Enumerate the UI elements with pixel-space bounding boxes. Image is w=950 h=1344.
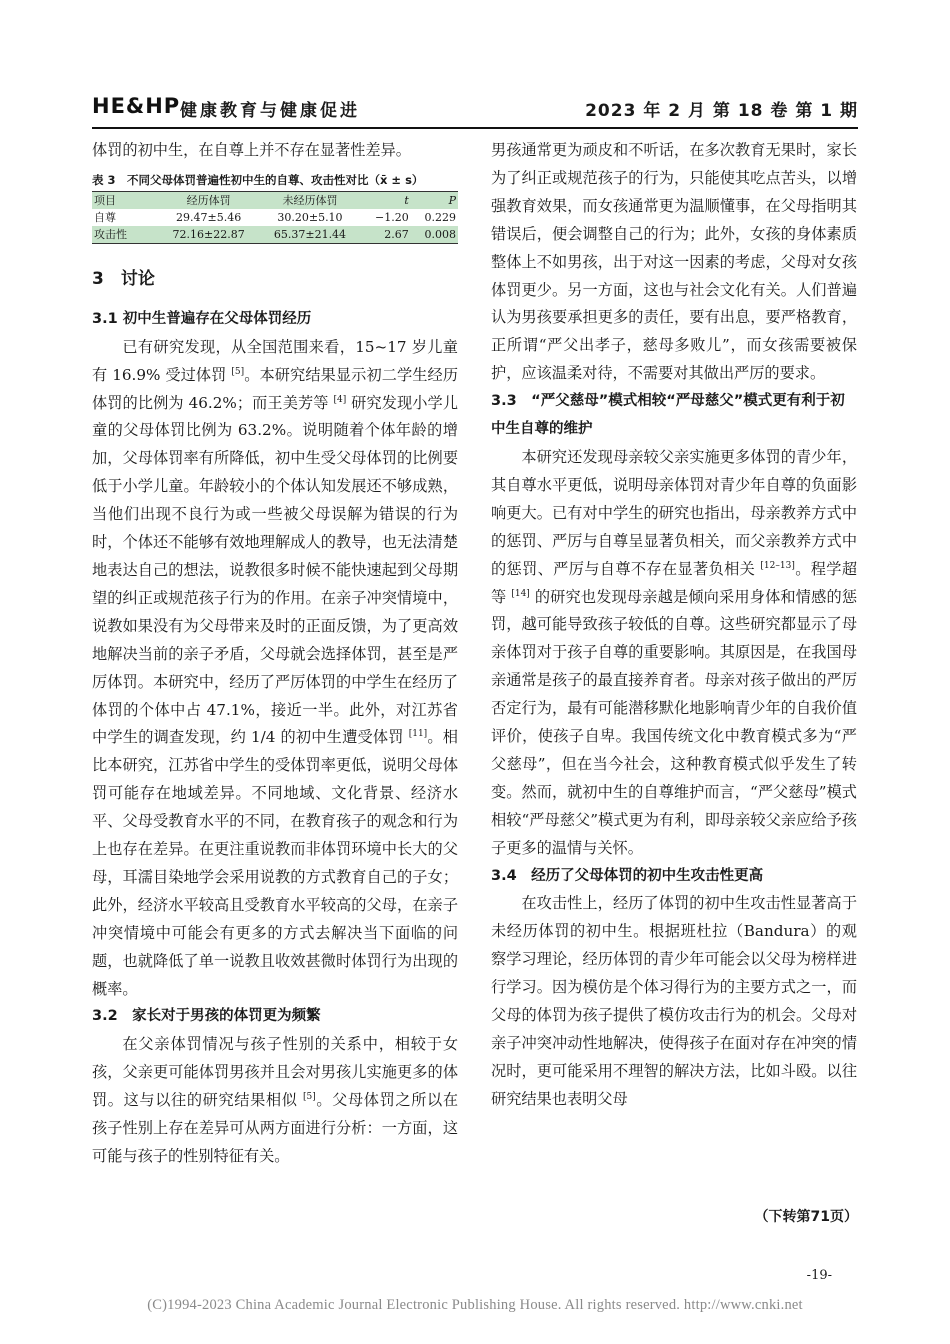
subsection-heading: 3.3 “严父慈母”模式相较“严母慈父”模式更有利于初中生自尊的维护 <box>491 393 845 438</box>
table-header-row <box>92 191 458 209</box>
paragraph: 在父亲体罚情况与孩子性别的关系中，相较于女孩，父亲更可能体罚男孩并且会对男孩儿实施更多的体罚。这与以往的研究结果相似 [5]。父母体罚之所以在孩子性别上存在差异可从两方面进行分析：一方面，这可能与孩子的性别特征有关。 <box>92 1035 459 1165</box>
journal-title: 健康教育与健康促进 <box>180 101 360 121</box>
table-cell: 0.008 <box>424 227 456 241</box>
table-header-cell: 未经历体罚 <box>282 193 338 207</box>
citation: [11] <box>408 729 428 740</box>
paragraph: 在攻击性上，经历了体罚的初中生攻击性显著高于未经历体罚的初中生。根据班杜拉（Bandura）的观察学习理论，经历体罚的青少年可能会以父母为榜样进行学习。因为模仿是个体习得行为的主要方式之一，而父母的体罚为孩子提供了模仿攻击行为的机会。父母对亲子冲突冲动性地解决，使得孩子在面对存在冲突的情况时，更可能采用不理智的解决方法，比如斗殴。以往研究结果也表明父母 <box>491 894 857 1108</box>
left-column <box>92 137 458 1171</box>
table-cell: 2.67 <box>384 227 409 241</box>
table-cell: 0.229 <box>424 210 456 224</box>
subsection-heading: 3.1 初中生普遍存在父母体罚经历 <box>92 310 312 327</box>
continued-note: （下转第71页） <box>754 1209 858 1225</box>
table-cell: 29.47±5.46 <box>176 210 242 224</box>
table-caption: 表 3 不同父母体罚普遍性初中生的自尊、攻击性对比（x̄ ± s） <box>92 172 424 187</box>
table-header-cell: 项目 <box>94 193 116 207</box>
paragraph: 本研究还发现母亲较父亲实施更多体罚的青少年，其自尊水平更低，说明母亲体罚对青少年自尊的负面影响更大。已有对中学生的研究也指出，母亲教养方式中的惩罚、严厉与自尊呈显著负相关，而父亲教养方式中的惩罚、严厉与自尊不存在显著负相关 [12–13]。程学超等 [14] 的研究也发现母亲越是倾向采用身体和情感的惩罚，越可能导致孩子较低的自尊。这些研究都显示了母亲体罚对于孩子自尊的重要影响。其原因是，在我国母亲通常是孩子的最直接养育者。母亲对孩子做出的严厉否定行为，最有可能潜移默化地影响青少年的自我价值评价，使孩子自卑。我国传统文化中教育模式多为“严父慈母”，但在当今社会，这种教育模式似乎发生了转变。然而，就初中生的自尊维护而言，“严父慈母”模式相较“严母慈父”模式更为有利，即母亲较父亲应给予孩子更多的温情与关怀。 <box>491 447 858 857</box>
paragraph: 体罚的初中生，在自尊上并不存在显著性差异。 <box>92 141 411 159</box>
table-header-cell: 经历体罚 <box>186 193 231 207</box>
page-number: -19- <box>806 1268 832 1283</box>
right-column <box>491 137 857 1114</box>
header-rule <box>92 127 858 129</box>
subsection-heading: 3.4 经历了父母体罚的初中生攻击性更高 <box>491 867 764 884</box>
table-cell: −1.20 <box>375 210 409 224</box>
citation: [12–13] <box>760 560 795 571</box>
table-header-cell: t <box>404 193 409 207</box>
table-row <box>92 209 458 226</box>
citation: [4] <box>333 394 347 405</box>
page-header <box>92 92 858 126</box>
table-cell: 30.20±5.10 <box>277 210 343 224</box>
table-cell: 攻击性 <box>94 227 127 241</box>
paragraph: 已有研究发现，从全国范围来看，15~17 岁儿童有 16.9% 受过体罚 [5]。本研究结果显示初二学生经历体罚的比例为 46.2%；而王美芳等 [4] 研究发现小学儿童的父母体罚比例为 63.2%。说明随着个体年龄的增加，父母体罚率有所降低，初中生受父母体罚的比例要低于小学儿童。年龄较小的个体认知发展还不够成熟，当他们出现不良行为或一些被父母误解为错误的行为时，个体还不能够有效地理解成人的教导，也无法清楚地表达自己的想法，说教很多时候不能快速起到父母期望的纠正或规范孩子行为的作用。在亲子冲突情境中，说教如果没有为父母带来及时的正面反馈，为了更高效地解决当前的亲子矛盾，父母就会选择体罚，甚至是严厉体罚。本研究中，经历了严厉体罚的中学生在经历了体罚的个体中占 47.1%，接近一半。此外，对江苏省中学生的调查发现，约 1/4 的初中生遭受体罚 [11]。相比本研究，江苏省中学生的受体罚率更低，说明父母体罚可能存在地域差异。不同地域、文化背景、经济水平、父母受教育水平的不同，在教育孩子的观念和行为上也存在差异。在更注重说教而非体罚环境中长大的父母，耳濡目染地学会采用说教的方式教育自己的子女；此外，经济水平较高且受教育水平较高的父母，在亲子冲突情境中可能会有更多的方式去解决当下面临的问题，也就降低了单一说教且收效甚微时体罚行为出现的概率。 <box>92 337 459 998</box>
section-heading: 3 讨论 <box>92 268 155 289</box>
citation: [5] <box>231 366 245 377</box>
table-header-cell: P <box>448 193 456 207</box>
copyright-footer: (C)1994-2023 China Academic Journal Electronic Publishing House. All rights reserved. http://www.cnki.net <box>147 1297 803 1313</box>
table-cell: 65.37±21.44 <box>273 227 347 241</box>
paragraph: 男孩通常更为顽皮和不听话，在多次教育无果时，家长为了纠正或规范孩子的行为，只能使其吃点苦头，以增强教育效果，而女孩通常更为温顺懂事，在父母指明其错误后，便会调整自己的行为；此外，女孩的身体素质整体上不如男孩，出于对这一因素的考虑，父母对女孩体罚更少。另一方面，这也与社会文化有关。人们普遍认为男孩要承担更多的责任，要有出息，要严格教育，正所谓“严父出孝子，慈母多败儿”，而女孩需要被保护，应该温柔对待，不需要对其做出严厉的要求。 <box>491 141 857 383</box>
citation: [14] <box>511 588 530 599</box>
table-row <box>92 226 458 244</box>
table-cell: 自尊 <box>94 210 116 224</box>
table-cell: 72.16±22.87 <box>172 227 245 241</box>
subsection-heading: 3.2 家长对于男孩的体罚更为频繁 <box>92 1008 321 1025</box>
citation: [5] <box>302 1092 316 1103</box>
issue-info: 2023 年 2 月 第 18 卷 第 1 期 <box>585 101 858 121</box>
journal-logo: HE&HP <box>92 94 181 118</box>
data-table <box>92 191 458 244</box>
